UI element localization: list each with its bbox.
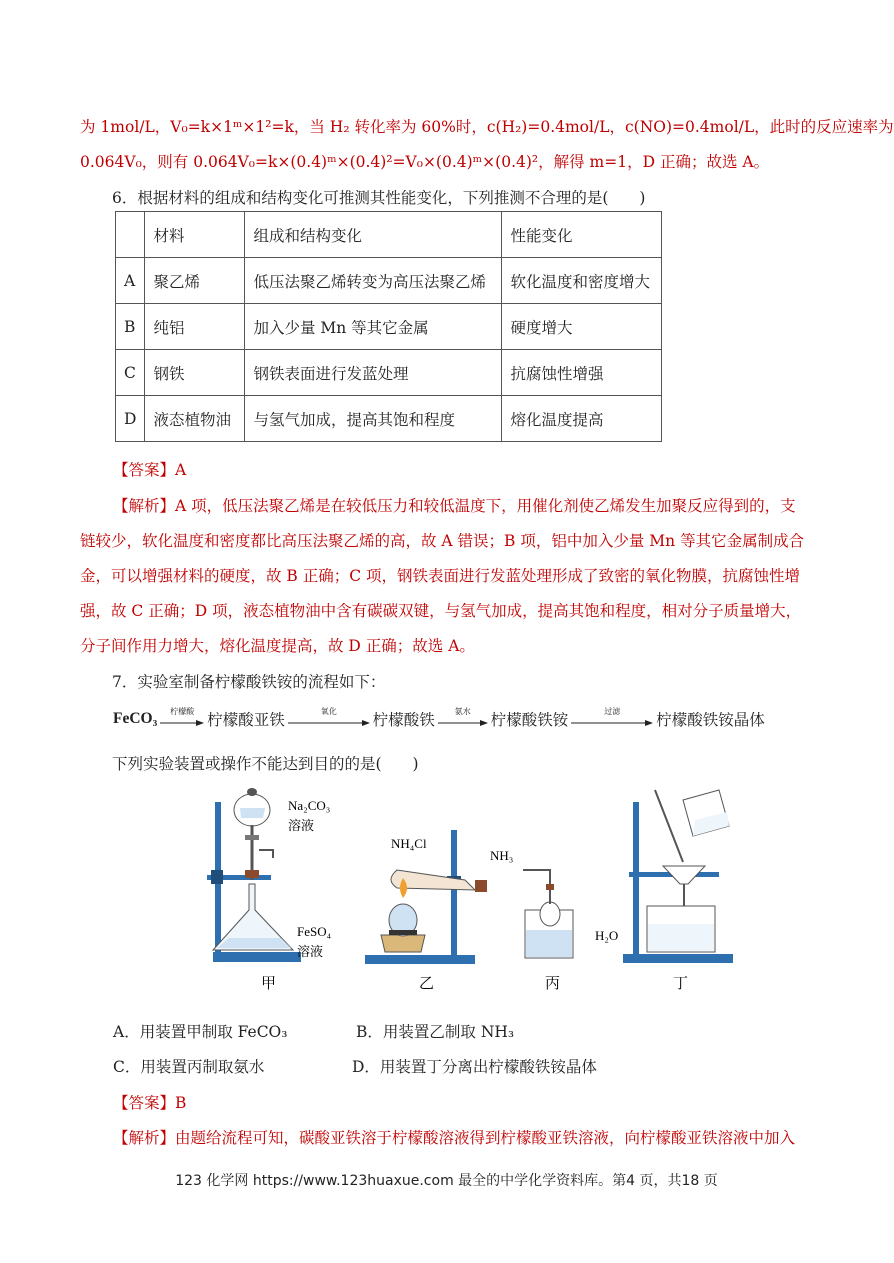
table-cell: 加入少量 Mn 等其它金属 bbox=[245, 304, 502, 350]
apparatus-jia bbox=[207, 788, 301, 962]
q6-answer: 【答案】A bbox=[113, 461, 187, 479]
flow-reagent: 氧化 bbox=[320, 707, 337, 716]
q7-option-b: B．用装置乙制取 NH₃ bbox=[356, 1023, 515, 1041]
flow-reagent: 氨水 bbox=[454, 707, 471, 716]
bing-gas-label: NH₃ bbox=[490, 848, 514, 863]
q6-analysis-line: 强，故 C 正确；D 项，液态植物油中含有碳碳双键，与氢气加成，提高其饱和程度，相对分子质量增大， bbox=[80, 602, 802, 620]
table-cell: 液态植物油 bbox=[145, 396, 245, 442]
table-cell: 纯铝 bbox=[145, 304, 245, 350]
flow-start: FeCO₃ bbox=[113, 710, 158, 727]
yi-reagent-label: NH₄Cl bbox=[391, 836, 427, 851]
table-row bbox=[116, 350, 662, 396]
table-cell: 软化温度和密度增大 bbox=[502, 258, 662, 304]
q7-stem: 7．实验室制备柠檬酸铁铵的流程如下： bbox=[112, 673, 386, 691]
q7-option-c: C．用装置丙制取氨水 bbox=[113, 1058, 265, 1076]
flow-reagent: 过滤 bbox=[604, 707, 621, 716]
table-cell: B bbox=[116, 304, 145, 350]
q7-answer: 【答案】B bbox=[113, 1094, 187, 1112]
q6-table bbox=[115, 211, 662, 442]
table-cell: C bbox=[116, 350, 145, 396]
table-cell: D bbox=[116, 396, 145, 442]
flow-product: 柠檬酸铁铵 bbox=[490, 711, 569, 729]
arrow-right-icon bbox=[160, 719, 204, 727]
table-cell: 低压法聚乙烯转变为高压法聚乙烯 bbox=[245, 258, 502, 304]
table-cell: 硬度增大 bbox=[502, 304, 662, 350]
table-cell: 钢铁表面进行发蓝处理 bbox=[245, 350, 502, 396]
table-row bbox=[116, 396, 662, 442]
q6-analysis-line: 【解析】A 项，低压法聚乙烯是在较低压力和较低温度下，用催化剂使乙烯发生加聚反应得到的，支 bbox=[113, 497, 796, 515]
page-footer: 123 化学网 https://www.123huaxue.com 最全的中学化学资料库。第4 页，共18 页 bbox=[175, 1173, 718, 1189]
table-header-row bbox=[116, 212, 662, 258]
flow-arrow bbox=[571, 709, 653, 729]
table-cell: 熔化温度提高 bbox=[502, 396, 662, 442]
flow-product: 柠檬酸铁铵晶体 bbox=[656, 711, 765, 729]
q6-analysis-line: 链较少，软化温度和密度都比高压法聚乙烯的高，故 A 错误；B 项，铝中加入少量 Mn 等其它金属制成合 bbox=[80, 532, 805, 550]
flow-product: 柠檬酸铁 bbox=[372, 711, 435, 729]
table-cell: 与氢气加成，提高其饱和程度 bbox=[245, 396, 502, 442]
table-cell: 钢铁 bbox=[145, 350, 245, 396]
arrow-right-icon bbox=[571, 719, 653, 727]
table-cell: 材料 bbox=[145, 212, 245, 258]
q7-analysis-line: 【解析】由题给流程可知，碳酸亚铁溶于柠檬酸溶液得到柠檬酸亚铁溶液，向柠檬酸亚铁溶液中加入 bbox=[113, 1129, 796, 1147]
apparatus-bing bbox=[523, 870, 573, 958]
flow-reagent: 柠檬酸 bbox=[170, 707, 195, 716]
flow-arrow bbox=[160, 709, 204, 729]
flow-product: 柠檬酸亚铁 bbox=[207, 711, 285, 729]
prev-analysis-line-2: 0.064V₀，则有 0.064V₀=k×(0.4)ᵐ×(0.4)²=V₀×(0.4)ᵐ×(0.4)²，解得 m=1，D 正确；故选 A。 bbox=[80, 153, 770, 171]
table-row bbox=[116, 258, 662, 304]
table-cell: 抗腐蚀性增强 bbox=[502, 350, 662, 396]
jia-reagent-label: FeSO₄ bbox=[297, 924, 332, 939]
q7-option-d: D．用装置丁分离出柠檬酸铁铵晶体 bbox=[352, 1058, 597, 1076]
q7-option-a: A．用装置甲制取 FeCO₃ bbox=[113, 1023, 288, 1041]
jia-reagent-label: Na₂CO₃ bbox=[288, 798, 331, 813]
table-cell: 组成和结构变化 bbox=[245, 212, 502, 258]
apparatus-label-jia: 甲 bbox=[261, 974, 277, 992]
apparatus-label-ding: 丁 bbox=[673, 974, 689, 992]
q6-analysis-line: 分子间作用力增大，熔化温度提高，故 D 正确；故选 A。 bbox=[80, 637, 475, 655]
apparatus-label-bing: 丙 bbox=[545, 974, 561, 992]
q7-question: 下列实验装置或操作不能达到目的的是( ) bbox=[112, 755, 419, 773]
jia-reagent-label: 溶液 bbox=[297, 944, 324, 959]
flow-arrow bbox=[438, 709, 488, 729]
jia-reagent-label: 溶液 bbox=[288, 818, 315, 833]
table-cell bbox=[116, 212, 145, 258]
apparatus-ding bbox=[623, 790, 733, 963]
flow-arrow bbox=[288, 709, 370, 729]
q7-flow-chart bbox=[113, 708, 765, 730]
apparatus-figure bbox=[185, 780, 745, 992]
arrow-right-icon bbox=[438, 719, 488, 727]
arrow-right-icon bbox=[288, 719, 370, 727]
table-cell: 聚乙烯 bbox=[145, 258, 245, 304]
table-row bbox=[116, 304, 662, 350]
prev-analysis-line-1: 为 1mol/L，V₀=k×1ᵐ×1²=k，当 H₂ 转化率为 60%时，c(H₂)=0.4mol/L，c(NO)=0.4mol/L，此时的反应速率为 bbox=[80, 118, 894, 136]
q6-analysis-line: 金，可以增强材料的硬度，故 B 正确；C 项，钢铁表面进行发蓝处理形成了致密的氧化物膜，抗腐蚀性增 bbox=[80, 567, 801, 585]
table-cell: A bbox=[116, 258, 145, 304]
bing-liquid-label: H₂O bbox=[595, 928, 619, 943]
apparatus-label-yi: 乙 bbox=[419, 974, 435, 992]
table-cell: 性能变化 bbox=[502, 212, 662, 258]
q6-stem: 6．根据材料的组成和结构变化可推测其性能变化，下列推测不合理的是( ) bbox=[112, 189, 646, 207]
